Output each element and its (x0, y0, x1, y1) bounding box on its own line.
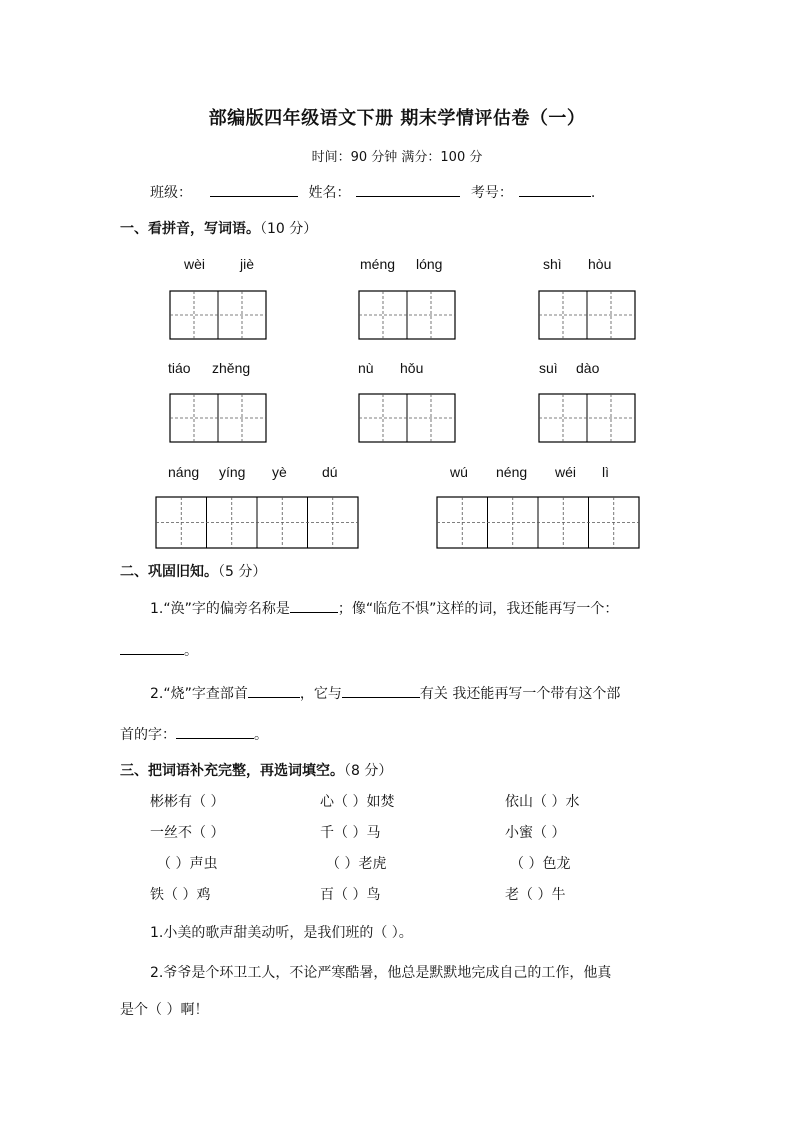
pinyin-8b: néng (496, 464, 528, 480)
pinyin-1b: jiè (240, 256, 255, 272)
class-label: 班级： (150, 185, 192, 201)
student-info-row (150, 182, 595, 202)
pinyin-3b: hòu (588, 256, 612, 272)
section-2-q1-line1 (150, 598, 618, 618)
section-3-heading (120, 760, 392, 780)
section-3-q2-line1 (150, 962, 611, 982)
section-2-q2-line2 (120, 724, 268, 744)
section-2-q1-line2 (120, 640, 198, 660)
exam-no-field[interactable] (519, 182, 591, 197)
pinyin-8c: wéi (555, 464, 577, 480)
pinyin-2b: lóng (416, 256, 443, 272)
idiom-fill-10[interactable]: 铁（ ）鸡 (150, 887, 211, 903)
writing-box-8[interactable] (436, 496, 640, 549)
q2-number: 2. (150, 686, 164, 702)
q1-text-a: “涣”字的偏旁名称是 (163, 601, 290, 617)
pinyin-6a: suì (539, 360, 558, 376)
section-2-q2-line1 (150, 683, 620, 703)
pinyin-7a: náng (168, 464, 200, 480)
section-2-heading (120, 561, 266, 581)
pinyin-8d: lì (602, 464, 609, 480)
pinyin-5a: nù (358, 360, 374, 376)
section-1-heading (120, 218, 317, 238)
idiom-fill-5[interactable]: 千（ ）马 (320, 825, 381, 841)
pinyin-3a: shì (543, 256, 562, 272)
pinyin-4a: tiáo (168, 360, 191, 376)
class-field[interactable] (210, 182, 298, 197)
q2-blank-char[interactable] (176, 724, 254, 739)
q1-text-b: ；像“临危不惧”这样的词，我还能再写一个： (337, 601, 619, 617)
idiom-fill-2[interactable]: 心（ ）如焚 (320, 794, 395, 810)
writing-box-2[interactable] (358, 290, 456, 340)
q2-text-e: 。 (254, 727, 268, 743)
pinyin-7d: dú (322, 464, 338, 480)
idiom-fill-6[interactable]: 小蜜（ ） (505, 825, 566, 841)
page-title: 部编版四年级语文下册 期末学情评估卷（一） (208, 108, 586, 129)
section-3-title: 三、把词语补充完整，再选词填空。 (120, 763, 344, 779)
exam-no-label: 考号： (470, 185, 513, 201)
idiom-fill-1[interactable]: 彬彬有（ ） (150, 794, 225, 810)
q2-blank-radical[interactable] (248, 683, 300, 698)
pinyin-5b: hǒu (400, 360, 424, 376)
pinyin-7b: yíng (219, 464, 246, 480)
q2-text-c: 有关 我还能再写一个带有这个部 (419, 686, 621, 702)
q2-text-b: ，它与 (299, 686, 342, 702)
exam-time-score: 时间：90 分钟 满分：100 分 (311, 150, 483, 165)
pinyin-6b: dào (576, 360, 600, 376)
section-1-points: （10 分） (260, 221, 318, 237)
idiom-fill-9[interactable]: （ ）色龙 (510, 856, 571, 872)
q1-number: 1. (150, 601, 164, 617)
s3-q1-text[interactable]: 小美的歌声甜美动听，是我们班的（ ）。 (163, 925, 413, 941)
writing-box-4[interactable] (169, 393, 267, 443)
section-3-q1 (150, 922, 413, 942)
q2-blank-relation[interactable] (342, 683, 420, 698)
writing-box-1[interactable] (169, 290, 267, 340)
section-3-q2-line2[interactable]: 是个（ ）啊！ (120, 1002, 209, 1018)
idiom-fill-7[interactable]: （ ）声虫 (157, 856, 218, 872)
writing-box-3[interactable] (538, 290, 636, 340)
section-3-points: （8 分） (344, 763, 393, 779)
idiom-fill-4[interactable]: 一丝不（ ） (150, 825, 225, 841)
s3-q2-text-line1: 爷爷是个环卫工人，不论严寒酷暑，他总是默默地完成自己的工作，他真 (163, 965, 612, 981)
q1-text-c: 。 (184, 643, 198, 659)
writing-box-6[interactable] (538, 393, 636, 443)
idiom-fill-11[interactable]: 百（ ）鸟 (320, 887, 381, 903)
pinyin-2a: méng (360, 256, 396, 272)
writing-box-7[interactable] (155, 496, 359, 549)
q2-text-a: “烧”字查部首 (163, 686, 248, 702)
idiom-fill-3[interactable]: 依山（ ）水 (505, 794, 580, 810)
idiom-fill-12[interactable]: 老（ ）牛 (505, 887, 566, 903)
section-2-points: （5 分） (218, 564, 267, 580)
pinyin-7c: yè (272, 464, 287, 480)
q2-text-d: 首的字： (120, 727, 176, 743)
q1-blank-radical[interactable] (290, 598, 338, 613)
pinyin-1a: wèi (184, 256, 206, 272)
section-1-title: 一、看拼音，写词语。 (120, 221, 260, 237)
name-label: 姓名： (308, 185, 351, 201)
s3-q2-number: 2. (150, 965, 164, 981)
idiom-fill-8[interactable]: （ ）老虎 (326, 856, 387, 872)
name-field[interactable] (356, 182, 460, 197)
writing-box-5[interactable] (358, 393, 456, 443)
info-end-mark: . (590, 185, 596, 201)
section-2-title: 二、巩固旧知。 (120, 564, 218, 580)
s3-q1-number: 1. (150, 925, 164, 941)
pinyin-8a: wú (450, 464, 468, 480)
q1-blank-idiom[interactable] (120, 640, 184, 655)
pinyin-4b: zhěng (212, 360, 251, 376)
